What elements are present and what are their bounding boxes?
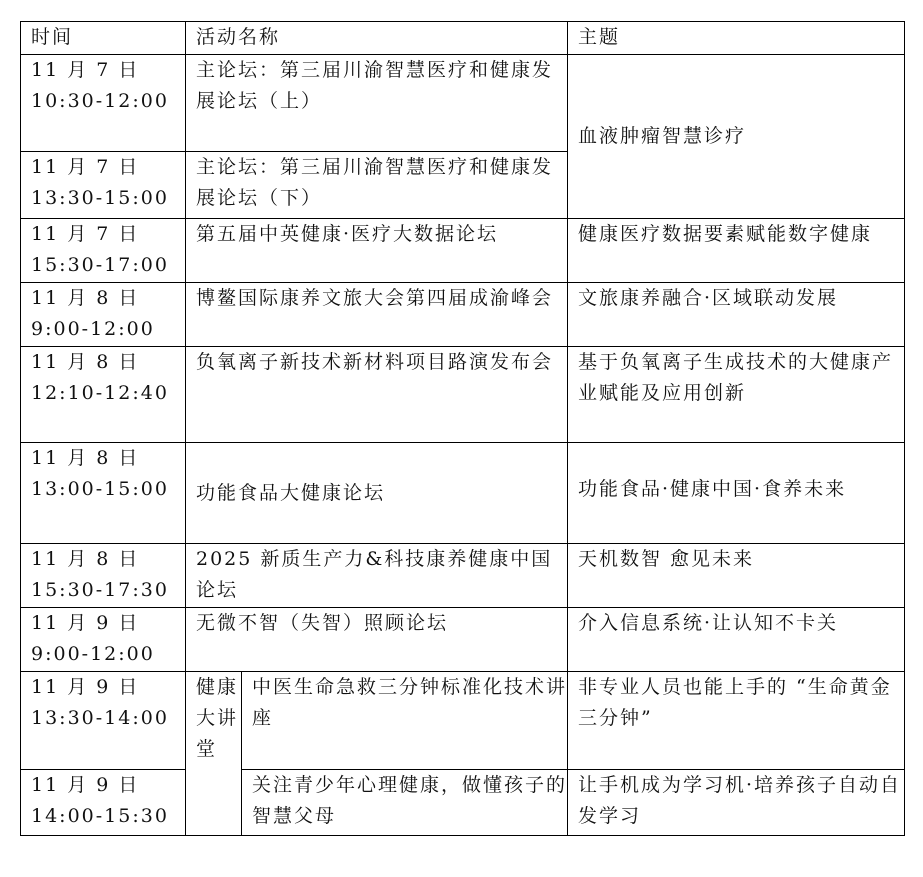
- theme-cell: 健康医疗数据要素赋能数字健康: [568, 219, 905, 283]
- time-cell: [21, 55, 186, 152]
- table-row: [21, 347, 905, 443]
- date-text: 11 月 8 日: [31, 287, 140, 309]
- table-header-row: [21, 22, 905, 55]
- theme-spacer: [578, 443, 904, 474]
- header-theme: 主题: [568, 22, 905, 55]
- activity-name-cell: 博鳌国际康养文旅大会第四届成渝峰会: [186, 283, 568, 347]
- activity-name-cell: 关注青少年心理健康，做懂孩子的智慧父母: [242, 770, 568, 836]
- time-range-text: 13:00-15:00: [31, 478, 169, 500]
- time-range-text: 13:30-15:00: [31, 187, 169, 209]
- time-cell: [21, 608, 186, 672]
- time-cell: [21, 544, 186, 608]
- time-range-text: 13:30-14:00: [31, 707, 169, 729]
- theme-cell: 基于负氧离子生成技术的大健康产业赋能及应用创新: [568, 347, 905, 443]
- theme-cell: [568, 443, 905, 544]
- date-text: 11 月 9 日: [31, 774, 140, 796]
- theme-cell: 天机数智 愈见未来: [568, 544, 905, 608]
- table-row: [21, 544, 905, 608]
- time-cell: [21, 219, 186, 283]
- time-range-text: 9:00-12:00: [31, 318, 155, 340]
- activity-name-cell: 功能食品大健康论坛: [186, 443, 568, 544]
- table-row: [21, 55, 905, 152]
- header-time: 时间: [21, 22, 186, 55]
- date-text: 11 月 7 日: [31, 223, 140, 245]
- date-text: 11 月 8 日: [31, 351, 140, 373]
- time-range-text: 15:30-17:00: [31, 254, 169, 276]
- table-row: [21, 770, 905, 836]
- time-cell: [21, 770, 186, 836]
- time-range-text: 10:30-12:00: [31, 90, 169, 112]
- theme-cell: 让手机成为学习机·培养孩子自动自发学习: [568, 770, 905, 836]
- time-range-text: 14:00-15:30: [31, 805, 169, 827]
- activity-name-cell: 中医生命急救三分钟标准化技术讲座: [242, 672, 568, 770]
- date-text: 11 月 8 日: [31, 548, 140, 570]
- table-row: [21, 608, 905, 672]
- theme-cell: 介入信息系统·让认知不卡关: [568, 608, 905, 672]
- time-cell: [21, 347, 186, 443]
- activity-name-cell: 主论坛：第三届川渝智慧医疗和健康发展论坛（上）: [186, 55, 568, 152]
- table-row: [21, 443, 905, 544]
- date-text: 11 月 8 日: [31, 447, 140, 469]
- schedule-table: [20, 21, 905, 836]
- activity-name-cell: 2025 新质生产力&科技康养健康中国论坛: [186, 544, 568, 608]
- time-cell: [21, 283, 186, 347]
- date-text: 11 月 9 日: [31, 676, 140, 698]
- time-cell: [21, 152, 186, 219]
- time-range-text: 9:00-12:00: [31, 643, 155, 665]
- theme-cell-merged: 血液肿瘤智慧诊疗: [568, 55, 905, 219]
- activity-name-cell: 负氧离子新技术新材料项目路演发布会: [186, 347, 568, 443]
- activity-name-cell: 无微不智（失智）照顾论坛: [186, 608, 568, 672]
- date-text: 11 月 7 日: [31, 156, 140, 178]
- theme-cell: 文旅康养融合·区域联动发展: [568, 283, 905, 347]
- header-name: 活动名称: [186, 22, 568, 55]
- table-row: [21, 672, 905, 770]
- activity-name-cell: 第五届中英健康·医疗大数据论坛: [186, 219, 568, 283]
- table-row: [21, 283, 905, 347]
- activity-name-cell: 主论坛：第三届川渝智慧医疗和健康发展论坛（下）: [186, 152, 568, 219]
- time-range-text: 15:30-17:30: [31, 579, 169, 601]
- lecture-group-label: 健康大讲堂: [186, 672, 242, 836]
- time-cell: [21, 672, 186, 770]
- time-cell: [21, 443, 186, 544]
- theme-cell: 非专业人员也能上手的 “生命黄金三分钟”: [568, 672, 905, 770]
- table-row: [21, 219, 905, 283]
- date-text: 11 月 7 日: [31, 59, 140, 81]
- theme-text: 功能食品·健康中国·食养未来: [578, 478, 847, 500]
- date-text: 11 月 9 日: [31, 612, 140, 634]
- time-range-text: 12:10-12:40: [31, 382, 169, 404]
